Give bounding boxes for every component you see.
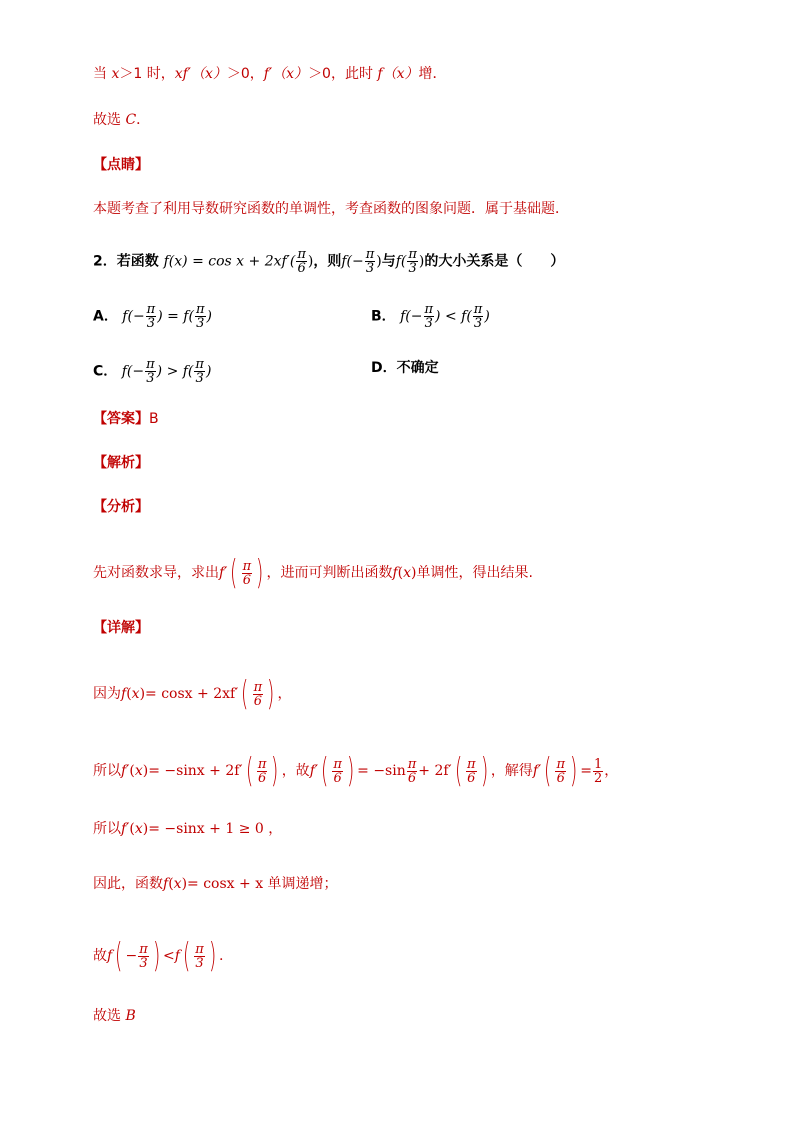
jiexi-heading: 【解析】 xyxy=(93,455,149,471)
option-c: C． f(− $\frac{\pi}{3}$ ) > f( $\frac{\pi}{3}$ ) xyxy=(93,357,212,386)
xiangjie-line-2: 所以f′(x)= −sinx + 2f′ ( $\frac{\pi}{6}$ ) ，故f′ ( $\frac{\pi}{6}$ ) = −sin $\frac{\pi}{6}$ + 2f′ ( $\frac{\pi}{6}$ ) ，解得f′ ( $\frac{\pi}{6}$ ) = $\frac{1}{2}$ ， xyxy=(93,751,619,791)
option-d: D．不确定 xyxy=(371,360,439,376)
xiangjie-line-6: 故选 B xyxy=(93,1008,136,1024)
xiangjie-line-5: 故f ( − $\frac{\pi}{3}$ ) <f ( $\frac{\pi}{3}$ ) . xyxy=(93,936,224,976)
option-b: B． f(− $\frac{\pi}{3}$ ) < f( $\frac{\pi}{3}$ ) xyxy=(371,302,490,331)
prev-conclusion-line: 当 x＞1 时，xf′（x）＞0，f′（x）＞0，此时 f（x）增． xyxy=(93,66,447,82)
xiangjie-line-3: 所以f′(x)= −sinx + 1 ≥ 0 ， xyxy=(93,821,283,837)
xiangjie-line-4: 因此，函数f(x)= cosx + x 单调递增； xyxy=(93,876,338,892)
answer-line: 【答案】B xyxy=(93,411,159,427)
question-stem: 2．若函数 f(x) = cos x + 2xf′( $\frac{\pi}{6}$ )，则f(− $\frac{\pi}{3}$ )与f( $\frac{\pi}{3}$ )的大小关系是（ ） xyxy=(93,247,565,276)
option-a: A． f(− $\frac{\pi}{3}$ ) = f( $\frac{\pi}{3}$ ) xyxy=(93,302,212,331)
fenxi-text: 先对函数求导，求出f′ ( $\frac{\pi}{6}$ ) ，进而可判断出函数f(x)单调性，得出结果. xyxy=(93,553,533,593)
xiangjie-heading: 【详解】 xyxy=(93,620,149,636)
fenxi-heading: 【分析】 xyxy=(93,499,149,515)
prev-choice-line: 故选 C． xyxy=(93,112,151,128)
dianjing-heading: 【点睛】 xyxy=(93,157,149,173)
xiangjie-line-1: 因为f(x)= cosx + 2xf′ ( $\frac{\pi}{6}$ ) ， xyxy=(93,674,292,714)
dianjing-text: 本题考查了利用导数研究函数的单调性，考查函数的图象问题．属于基础题． xyxy=(93,201,569,217)
